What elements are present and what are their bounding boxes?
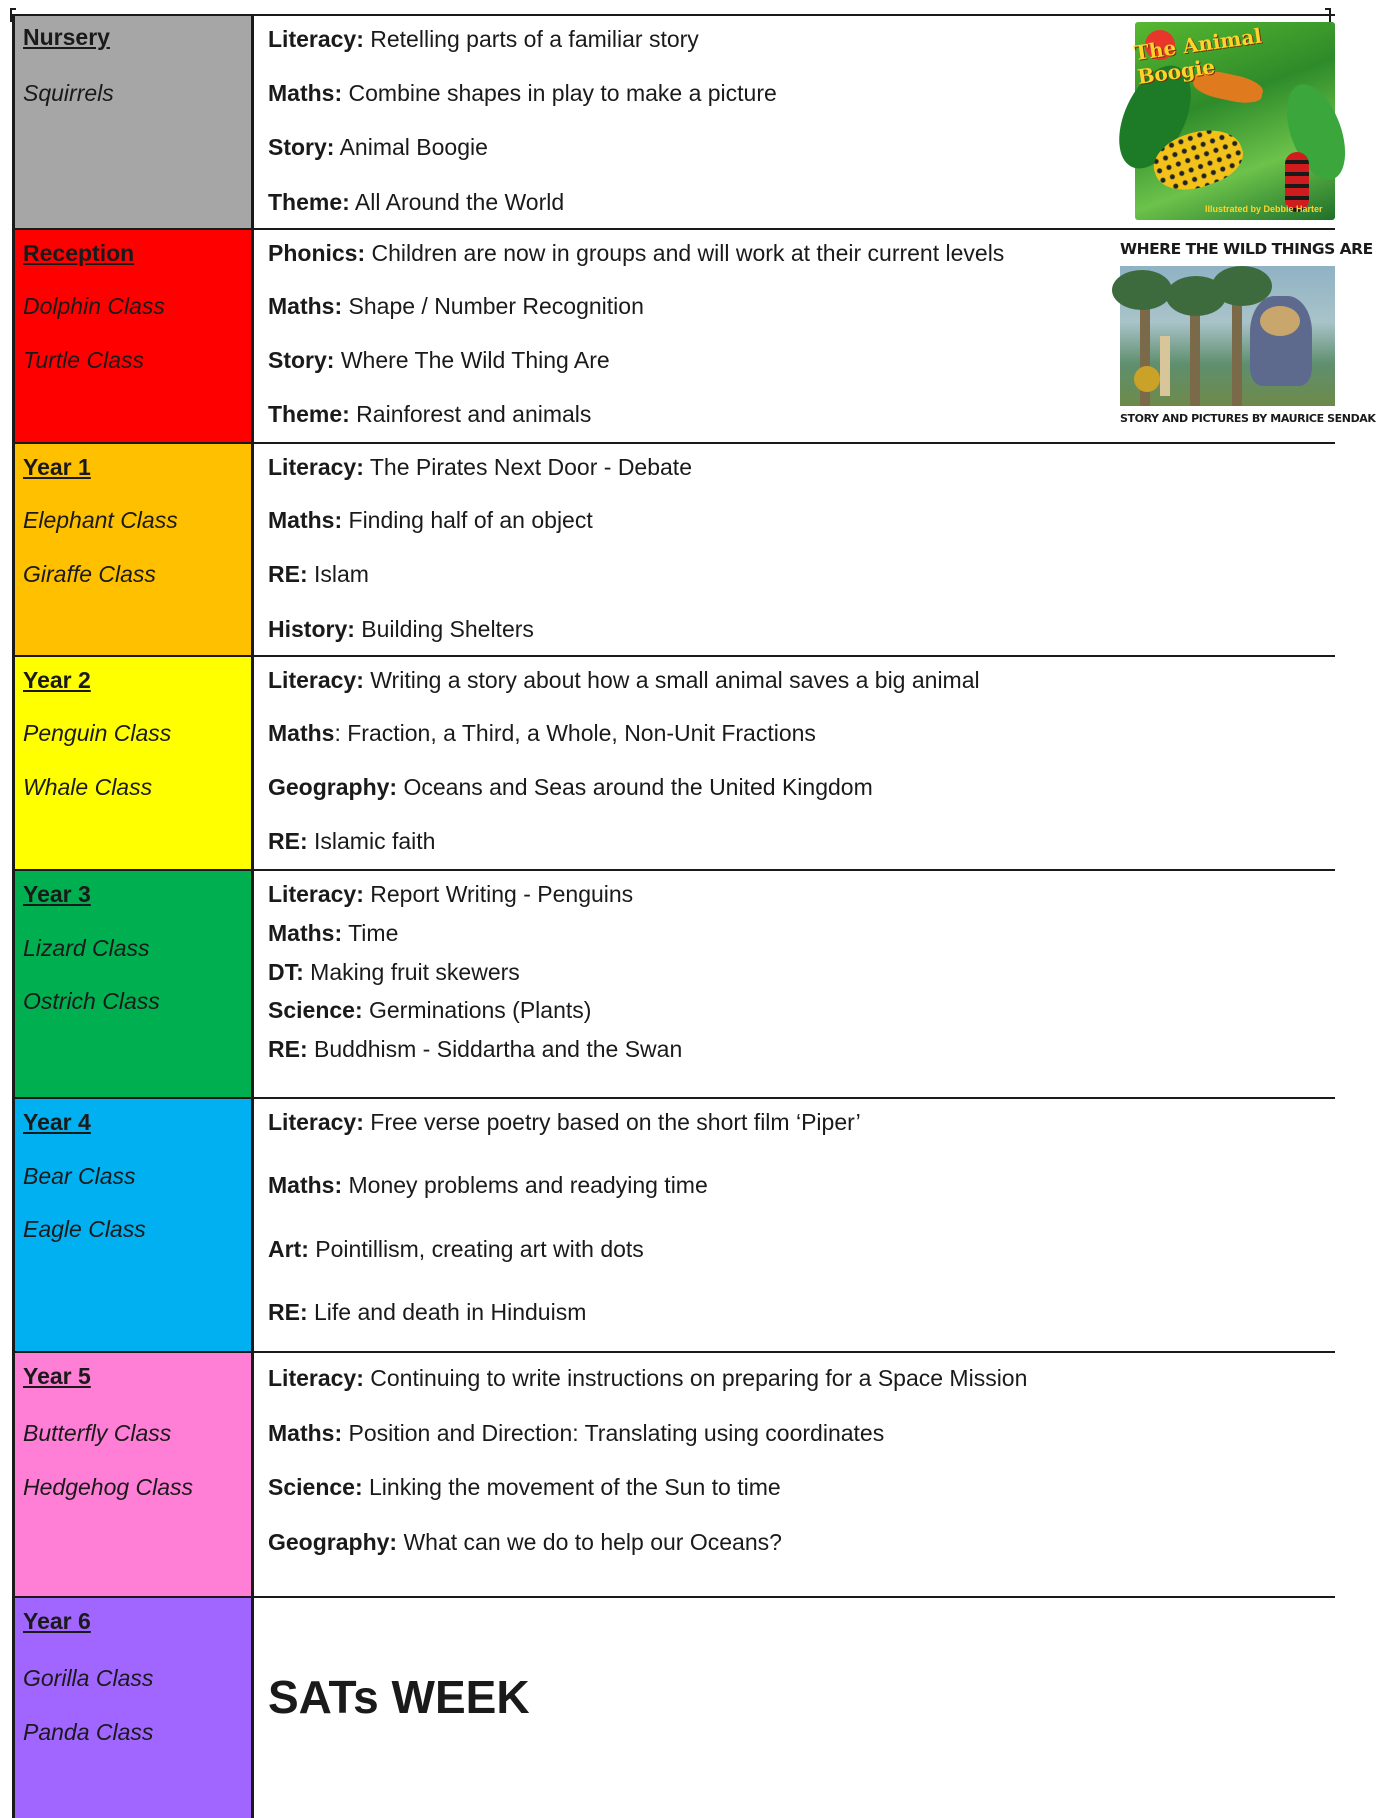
topic-text: Continuing to write instructions on preparing for a Space Mission [363,1365,1028,1391]
topic-line [268,80,777,107]
topic-line [268,1420,884,1447]
year-group-title: Year 4 [23,1109,91,1135]
year-group-title: Year 2 [23,667,91,693]
topic-text: Rainforest and animals [349,401,592,427]
class-name: Squirrels [23,80,114,106]
topic-text: Combine shapes in play to make a picture [342,80,777,106]
year-group-title: Reception [23,240,135,266]
wild-things-cover-image [1120,240,1376,425]
topic-text: Where The Wild Thing Are [334,347,610,373]
subject-label: RE: [268,1036,308,1062]
class-name: Dolphin Class [23,293,165,319]
sats-week-heading: SATs WEEK [268,1671,530,1723]
topic-line [268,401,591,428]
topic-line [268,1172,708,1199]
class-name: Panda Class [23,1719,154,1745]
topics-cell [254,444,1335,655]
class-name: Giraffe Class [23,561,156,587]
topic-line [268,828,435,855]
topics-cell [254,1099,1335,1351]
subject-label: Theme: [268,401,350,427]
subject-label: Maths: [268,507,343,533]
topic-text: Report Writing - Penguins [363,881,634,907]
topic-line [268,1365,1027,1392]
class-name: Eagle Class [23,1216,146,1242]
topic-text: What can we do to help our Oceans? [397,1529,782,1555]
table-row [12,1351,1335,1596]
topic-text: Linking the movement of the Sun to time [362,1474,781,1500]
animal-boogie-cover-title: The Animal Boogie [1132,23,1264,89]
subject-label: Science: [268,1474,363,1500]
class-name: Turtle Class [23,347,144,373]
class-name: Gorilla Class [23,1665,154,1691]
year-group-title: Nursery [23,24,110,50]
topic-line [268,561,369,588]
topic-text: Buddhism - Siddartha and the Swan [307,1036,683,1062]
subject-label: Maths: [268,293,343,319]
topic-text: Islam [307,561,369,587]
topic-text: Making fruit skewers [303,959,520,985]
topics-cell [254,1353,1335,1596]
topic-line [268,1236,644,1263]
year-group-title: Year 3 [23,881,91,907]
subject-label: Geography: [268,1529,398,1555]
subject-label: Maths: [268,1172,343,1198]
subject-label: Story: [268,347,335,373]
topic-text: Shape / Number Recognition [342,293,644,319]
subject-label: Geography: [268,774,398,800]
topic-text: Oceans and Seas around the United Kingdom [397,774,873,800]
class-name: Whale Class [23,774,153,800]
topic-line [268,1036,682,1063]
class-name: Butterfly Class [23,1420,172,1446]
subject-label: Phonics: [268,240,366,266]
topic-line [268,616,534,643]
topic-text: Life and death in Hinduism [307,1299,587,1325]
subject-label: History: [268,616,355,642]
topic-text: Building Shelters [354,616,534,642]
topic-line [268,774,873,801]
subject-label: Theme: [268,189,350,215]
topic-line [268,189,564,216]
topic-line [268,26,699,53]
topic-text: Animal Boogie [334,134,488,160]
wild-things-cover-title: WHERE THE WILD THINGS ARE [1120,240,1373,258]
subject-label: Maths: [268,1420,343,1446]
class-name: Hedgehog Class [23,1474,194,1500]
year-cell [12,871,254,1097]
subject-label: Maths: [268,920,343,946]
class-name: Lizard Class [23,935,150,961]
animal-boogie-cover-credit: Illustrated by Debbie Harter [1205,204,1323,214]
subject-label: Science: [268,997,363,1023]
table-row [12,1097,1335,1351]
topics-cell [254,657,1335,869]
topic-text: Position and Direction: Translating using coordinates [342,1420,885,1446]
subject-label: Literacy: [268,454,364,480]
year-cell [12,444,254,655]
class-name: Bear Class [23,1163,136,1189]
subject-label: Literacy: [268,26,364,52]
subject-label: Literacy: [268,1109,364,1135]
subject-label: Literacy: [268,881,364,907]
topic-line [268,1109,861,1136]
topic-line [268,454,692,481]
table-row [12,1596,1335,1818]
topic-line [268,881,633,908]
topic-line [268,240,1004,267]
year-group-title: Year 1 [23,454,91,480]
year-cell [12,1353,254,1596]
subject-label: RE: [268,1299,308,1325]
animal-boogie-cover-image [1132,22,1335,220]
subject-label: Literacy: [268,667,364,693]
year-cell [12,657,254,869]
topic-text: Money problems and readying time [342,1172,708,1198]
year-group-title: Year 6 [23,1608,91,1634]
topic-line [268,293,644,320]
table-row [12,442,1335,655]
topic-line [268,507,593,534]
year-cell [12,1598,254,1818]
subject-label: Maths: [268,80,343,106]
class-name: Ostrich Class [23,988,160,1014]
topic-text: Pointillism, creating art with dots [308,1236,644,1262]
topic-line [268,1299,586,1326]
subject-label: RE: [268,561,308,587]
year-cell [12,16,254,230]
topic-text: The Pirates Next Door - Debate [363,454,692,480]
topic-line [268,959,520,986]
topics-cell [254,871,1335,1097]
subject-label: RE: [268,828,308,854]
topics-cell [254,1598,1335,1818]
topic-text: : Fraction, a Third, a Whole, Non-Unit Fractions [334,720,816,746]
topic-text: Free verse poetry based on the short film ‘Piper’ [363,1109,861,1135]
topic-text: Germinations (Plants) [362,997,592,1023]
topic-text: Finding half of an object [342,507,593,533]
topic-text: Children are now in groups and will work at their current levels [365,240,1005,266]
topic-text: Writing a story about how a small animal saves a big animal [363,667,980,693]
topic-line [268,920,398,947]
topic-text: All Around the World [349,189,565,215]
topic-line [268,1529,782,1556]
table-row [12,869,1335,1097]
topic-text: Retelling parts of a familiar story [363,26,699,52]
topic-line [268,134,488,161]
topic-line [268,997,591,1024]
year-cell [12,1099,254,1351]
year-cell [12,230,254,442]
topic-line [268,720,816,747]
subject-label: Art: [268,1236,309,1262]
subject-label: Maths [268,720,335,746]
topic-text: Time [342,920,399,946]
topic-line [268,1474,781,1501]
subject-label: Story: [268,134,335,160]
subject-label: Literacy: [268,1365,364,1391]
topic-line [268,667,980,694]
year-group-title: Year 5 [23,1363,91,1389]
topic-line [268,347,610,374]
class-name: Elephant Class [23,507,178,533]
subject-label: DT: [268,959,304,985]
wild-things-cover-byline: STORY AND PICTURES BY MAURICE SENDAK [1120,412,1376,425]
class-name: Penguin Class [23,720,172,746]
table-row [12,655,1335,869]
topic-text: Islamic faith [307,828,436,854]
